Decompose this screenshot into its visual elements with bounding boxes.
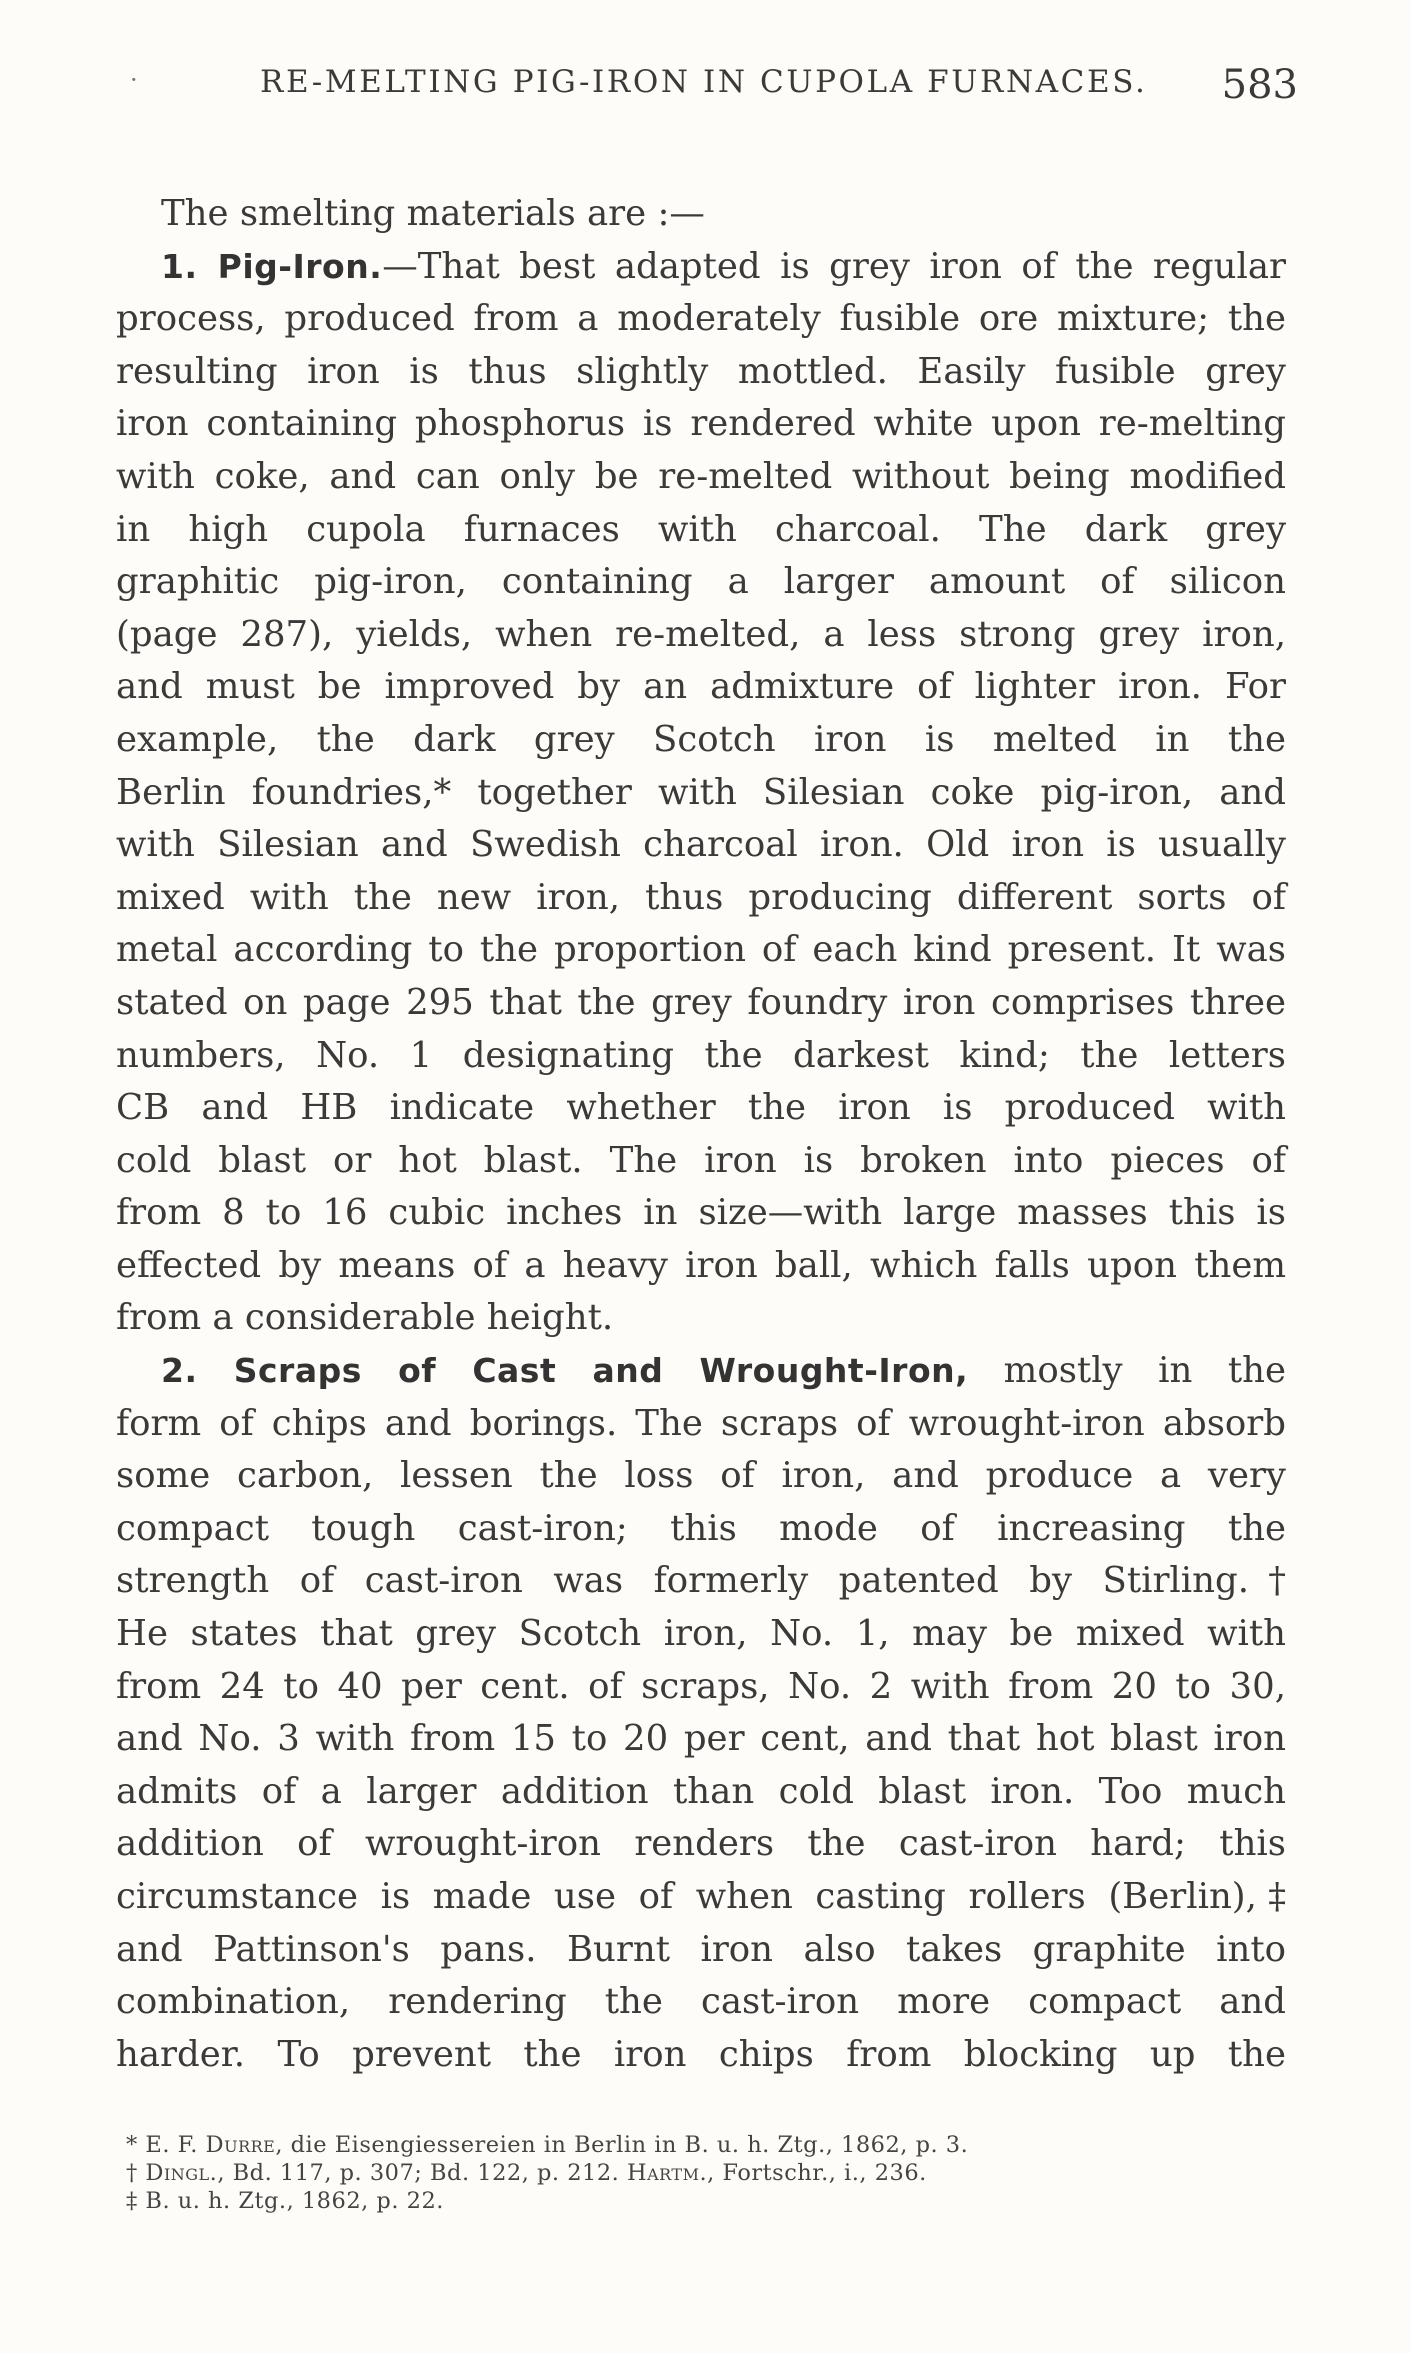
item1-line: Berlin foundries,* together with Silesian coke pig-iron, and <box>116 771 1286 813</box>
item1-line: process, produced from a moderately fusible ore mixture; the <box>116 298 1286 340</box>
footnote <box>116 2187 1286 2215</box>
item2-line: strength of cast-iron was formerly patented by Stirling.† <box>116 1560 1286 1602</box>
item2-line: form of chips and borings. The scraps of wrought-iron absorb <box>116 1402 1286 1444</box>
item1-line: in high cupola furnaces with charcoal. The dark grey <box>116 508 1286 550</box>
intro-line: The smelting materials are :— <box>161 193 705 234</box>
item2-line: circumstance is made use of when casting rollers (Berlin),‡ <box>116 1876 1286 1917</box>
footnote-text: B. u. h. Ztg., 1862, p. 22. <box>145 2188 444 2215</box>
item1-line: iron containing phosphorus is rendered white upon re-melting <box>116 403 1286 445</box>
item2-line: He states that grey Scotch iron, No. 1, may be mixed with <box>116 1613 1286 1655</box>
item2-line: some carbon, lessen the loss of iron, and produce a very <box>116 1455 1286 1497</box>
header-mark: · <box>130 66 138 94</box>
item1-line: with coke, and can only be re-melted without being modified <box>116 455 1286 497</box>
item2-line: from 24 to 40 per cent. of scraps, No. 2 with from 20 to 30, <box>116 1665 1286 1707</box>
footnote-mark: ‡ <box>126 2188 138 2215</box>
item1-line: from 8 to 16 cubic inches in size—with large masses this is <box>116 1192 1286 1234</box>
footnote <box>116 2159 1286 2187</box>
item2-line: mostly in the <box>968 1350 1286 1392</box>
item2-line: and No. 3 with from 15 to 20 per cent, and that hot blast iron <box>116 1718 1286 1760</box>
footnote <box>116 2131 1286 2159</box>
footnote-mark: * <box>126 2132 138 2159</box>
footnotes <box>116 2131 1286 2215</box>
item1-line: example, the dark grey Scotch iron is melted in the <box>116 718 1286 760</box>
item2-line: compact tough cast-iron; this mode of increasing the <box>116 1507 1286 1549</box>
item1-line: from a considerable height. <box>116 1297 614 1339</box>
item1-first-line <box>116 241 1286 294</box>
book-page <box>116 58 1298 2215</box>
footnote-text: die Eisengiessereien in Berlin in B. u. h. Ztg., 1862, p. 3. <box>283 2132 969 2159</box>
item2-heading: 2. Scraps of Cast and Wrought-Iron, <box>161 1351 969 1391</box>
page-number: 583 <box>1221 62 1298 108</box>
footnote-author: E. F. Durre, <box>145 2132 283 2159</box>
item2-first-line <box>116 1345 1286 1398</box>
item1-line: mixed with the new iron, thus producing different sorts of <box>116 876 1286 918</box>
item1-line: —That best adapted is grey iron of the regular <box>382 245 1286 287</box>
running-head: RE-MELTING PIG-IRON IN CUPOLA FURNACES. <box>260 64 1148 100</box>
footnote-author: Hartm., <box>626 2160 715 2187</box>
footnote-mark: † <box>126 2160 138 2187</box>
item2-line: admits of a larger addition than cold blast iron. Too much <box>116 1770 1286 1812</box>
body-text <box>116 188 1286 2081</box>
item2-line: and Pattinson's pans. Burnt iron also takes graphite into <box>116 1928 1286 1970</box>
item1-line: with Silesian and Swedish charcoal iron. Old iron is usually <box>116 824 1286 866</box>
item1-line: cold blast or hot blast. The iron is broken into pieces of <box>116 1139 1286 1181</box>
item1-line: and must be improved by an admixture of lighter iron. For <box>116 666 1286 708</box>
item2-line: addition of wrought-iron renders the cast-iron hard; this <box>116 1823 1286 1865</box>
item1-line: graphitic pig-iron, containing a larger amount of silicon <box>116 561 1286 603</box>
item1-line: (page 287), yields, when re-melted, a less strong grey iron, <box>116 613 1286 655</box>
item1-line: stated on page 295 that the grey foundry iron comprises three <box>116 981 1286 1023</box>
item1-heading: 1. Pig-Iron. <box>161 246 383 286</box>
footnote-author: Dingl., <box>145 2160 225 2187</box>
footnote-text: Fortschr., i., 236. <box>714 2160 927 2187</box>
item1-line: numbers, No. 1 designating the darkest kind; the letters <box>116 1034 1286 1076</box>
page-header <box>116 58 1298 118</box>
item1-line: metal according to the proportion of each kind present. It was <box>116 929 1286 971</box>
footnote-text: Bd. 117, p. 307; Bd. 122, p. 212. <box>224 2160 627 2187</box>
item1-line: effected by means of a heavy iron ball, which falls upon them <box>116 1244 1286 1286</box>
item1-line: resulting iron is thus slightly mottled. Easily fusible grey <box>116 350 1286 392</box>
item1-line: CB and HB indicate whether the iron is produced with <box>116 1087 1286 1129</box>
item2-line: harder. To prevent the iron chips from blocking up the <box>116 2033 1286 2075</box>
item2-line: combination, rendering the cast-iron more compact and <box>116 1981 1286 2023</box>
